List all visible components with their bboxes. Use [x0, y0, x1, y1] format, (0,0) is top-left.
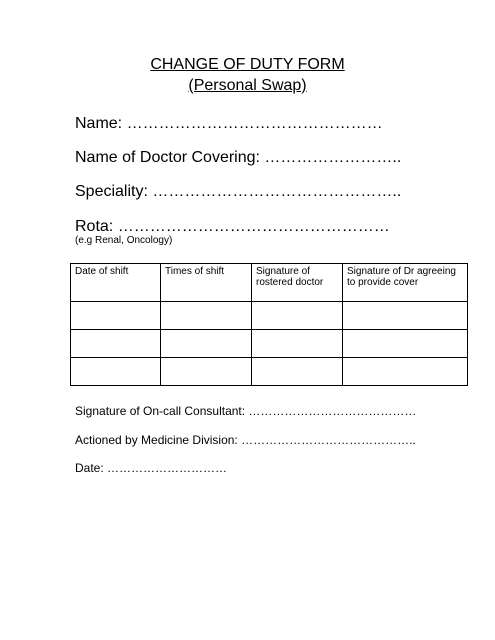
rota-hint: (e.g Renal, Oncology) [75, 235, 173, 246]
header-times-of-shift: Times of shift [161, 264, 252, 302]
consultant-signature-field[interactable]: Signature of On-call Consultant: …………………………………… [75, 404, 417, 418]
form-title: CHANGE OF DUTY FORM [150, 56, 345, 73]
header-date-of-shift: Date of shift [71, 264, 161, 302]
date-of-shift-cell[interactable] [71, 358, 161, 386]
times-of-shift-cell[interactable] [161, 358, 252, 386]
rota-field[interactable]: Rota: …………………………………………… [75, 218, 390, 235]
covering-doctor-signature-cell[interactable] [343, 302, 468, 330]
table-row [71, 330, 468, 358]
date-of-shift-cell[interactable] [71, 302, 161, 330]
header-signature-rostered-doctor: Signature of rostered doctor [252, 264, 343, 302]
table-row [71, 302, 468, 330]
covering-doctor-signature-cell[interactable] [343, 358, 468, 386]
rostered-doctor-signature-cell[interactable] [252, 302, 343, 330]
date-field[interactable]: Date: ………………………… [75, 461, 228, 475]
header-signature-covering-doctor: Signature of Dr agreeing to provide cover [343, 264, 468, 302]
shift-swap-table [70, 263, 468, 386]
table-header-row [71, 264, 468, 302]
rostered-doctor-signature-cell[interactable] [252, 330, 343, 358]
speciality-field[interactable]: Speciality: ……………………………………….. [75, 183, 402, 200]
doctor-covering-field[interactable]: Name of Doctor Covering: …………………….. [75, 149, 402, 166]
actioned-by-field[interactable]: Actioned by Medicine Division: …………………………………….. [75, 433, 416, 447]
times-of-shift-cell[interactable] [161, 302, 252, 330]
times-of-shift-cell[interactable] [161, 330, 252, 358]
form-subtitle: (Personal Swap) [188, 77, 307, 94]
date-of-shift-cell[interactable] [71, 330, 161, 358]
rostered-doctor-signature-cell[interactable] [252, 358, 343, 386]
name-field[interactable]: Name: ………………………………………… [75, 115, 383, 132]
covering-doctor-signature-cell[interactable] [343, 330, 468, 358]
table-row [71, 358, 468, 386]
